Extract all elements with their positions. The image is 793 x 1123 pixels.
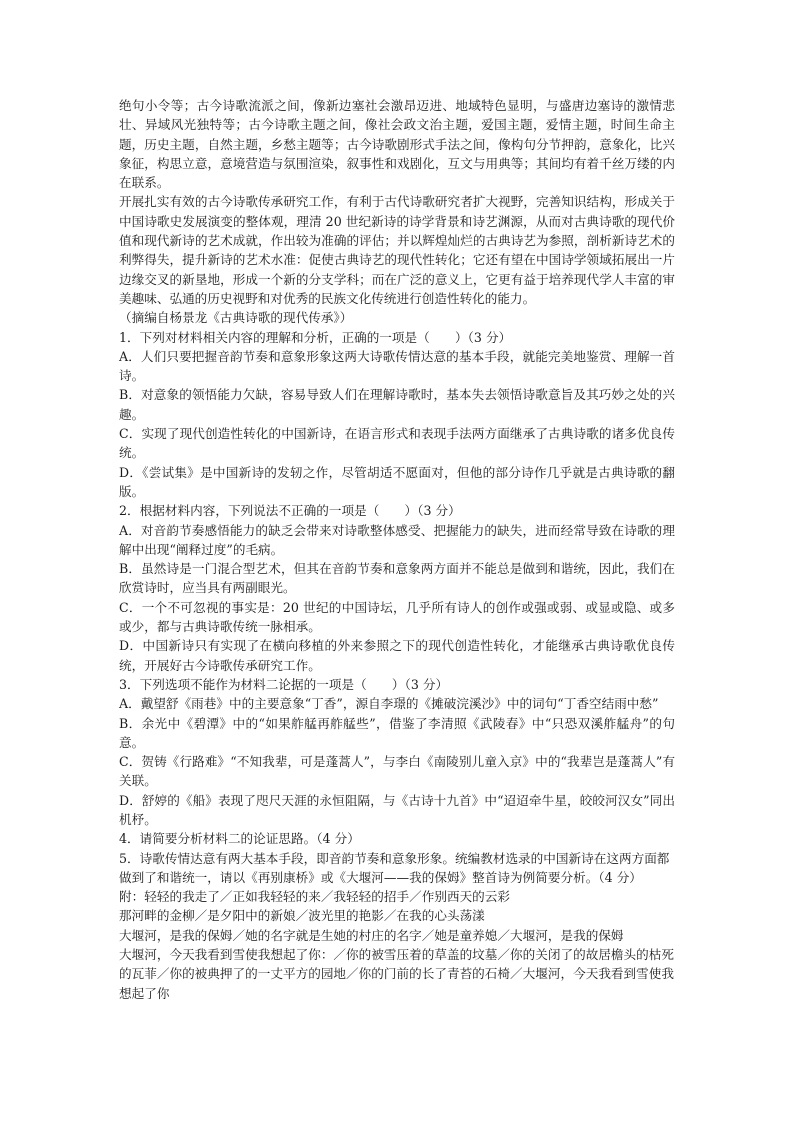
- option-d: D．中国新诗只有实现了在横向移植的外来参照之下的现代创造性转化，才能继承古典诗歌优良传统，开展好古今诗歌传承研究工作。: [119, 638, 675, 673]
- paragraph-1: 绝句小令等；古今诗歌流派之间，像新边塞社会激昂迈进、地域特色显明，与盛唐边塞诗的激情悲壮、异域风光独特等；古今诗歌主题之间，像社会政文治主题，爱国主题，爱情主题，时间生命主题，历史主题，自然主题，乡愁主题等；古今诗歌剧形式手法之间，像构句分节押韵，意象化，比兴象征，构思立意，意境营造与氛围渲染，叙事性和戏剧化，互文与用典等；其间均有着千丝万缕的内在联系。: [119, 98, 675, 191]
- option-c: C．一个不可忽视的事实是：20 世纪的中国诗坛，几乎所有诗人的创作或强或弱、或显或隐、或多或少，都与古典诗歌传统一脉相承。: [119, 599, 675, 635]
- option-c: C．贺铸《行路难》“不知我辈，可是蓬蒿人”，与李白《南陵别儿童入京》中的“我辈岂是蓬蒿人”有关联。: [119, 754, 675, 789]
- question-stem: 4．请简要分析材料二的论证思路。（4 分）: [119, 831, 360, 847]
- question-4: [119, 829, 675, 848]
- option-c: C．实现了现代创造性转化的中国新诗，在语言形式和表现手法两方面继承了古典诗歌的诸多优良传统。: [119, 426, 675, 461]
- question-stem: 2．根据材料内容，下列说法不正确的一项是（ ）（3 分）: [119, 503, 461, 519]
- option-a: A．对音韵节奏感悟能力的缺乏会带来对诗歌整体感受、把握能力的缺失，进而经常导致在诗歌的理解中出现“阐释过度”的毛病。: [119, 522, 675, 557]
- question-stem: 1．下列对材料相关内容的理解和分析，正确的一项是（ ）（3 分）: [119, 329, 512, 345]
- question-5: [119, 849, 675, 888]
- question-3: [119, 675, 675, 829]
- question-stem: 3．下列选项不能作为材料二论据的一项是（ ）（3 分）: [119, 676, 449, 692]
- source-citation: （摘编自杨景龙《古典诗歌的现代传承》）: [119, 310, 353, 326]
- appendix-line: 那河畔的金柳／是夕阳中的新娘／波光里的艳影／在我的心头荡漾: [119, 908, 485, 924]
- option-a: A．人们只要把握音韵节奏和意象形象这两大诗歌传情达意的基本手段，就能完美地鉴赏、理解一首诗。: [119, 348, 675, 384]
- option-a: A．戴望舒《雨巷》中的主要意象“丁香”，源自李璟的《摊破浣溪沙》中的词句“丁香空结雨中愁”: [119, 696, 659, 712]
- appendix: [119, 887, 675, 1003]
- paragraph-2: 开展扎实有效的古今诗歌传承研究工作，有利于古代诗歌研究者扩大视野，完善知识结构，形成关于中国诗歌史发展演变的整体观，理清 20 世纪新诗的诗学背景和诗艺渊源，从而对古典诗歌的现代价值和现代新诗的艺术成就，作出较为准确的评估；并以辉煌灿烂的古典诗艺为参照，剖析新诗艺术的利弊得失，提升新诗的艺术水准：促使古典诗艺的现代性转化；它还有望在中国诗学领域拓展出一片边缘交叉的新垦地，形成一个新的分支学科；而在广泛的意义上，它更有益于培养现代学人丰富的审美趣味、弘通的历史视野和对优秀的民族文化传统进行创造性转化的能力。: [119, 194, 675, 306]
- question-stem: 5．诗歌传情达意有两大基本手段，即音韵节奏和意象形象。统编教材选录的中国新诗在这两方面都做到了和谐统一，请以《再别康桥》或《大堰河——我的保姆》整首诗为例简要分析。（4 分）: [119, 850, 670, 885]
- question-1: [119, 328, 675, 502]
- appendix-line: 附：轻轻的我走了／正如我轻轻的来／我轻轻的招手／作别西天的云彩: [119, 889, 511, 905]
- option-d: D．《尝试集》是中国新诗的发轫之作，尽管胡适不愿面对，但他的部分诗作几乎就是古典诗歌的翻版。: [119, 464, 675, 499]
- option-b: B．余光中《碧潭》中的“如果舴艋再舴艋些”，借鉴了李清照《武陵春》中“只恐双溪舴艋舟”的句意。: [119, 715, 675, 750]
- option-b: B．对意象的领悟能力欠缺，容易导致人们在理解诗歌时，基本失去领悟诗歌意旨及其巧妙之处的兴趣。: [119, 387, 675, 422]
- option-d: D．舒婷的《船》表现了咫尺天涯的永恒阻隔，与《古诗十九首》中“迢迢牵牛星，皎皎河汉女”同出机杼。: [119, 792, 675, 827]
- appendix-line: 大堰河，今天我看到雪使我想起了你：／你的被雪压着的草盖的坟墓／你的关闭了的故居檐头的枯死的瓦菲／你的被典押了的一丈平方的园地／你的门前的长了青苔的石椅／大堰河，今天我看到雪使我想起了你: [119, 947, 675, 1001]
- document-page: [119, 96, 675, 1003]
- appendix-line: 大堰河，是我的保姆／她的名字就是生她的村庄的名字／她是童养媳／大堰河，是我的保姆: [119, 927, 624, 943]
- question-2: [119, 501, 675, 675]
- option-b: B．虽然诗是一门混合型艺术，但其在音韵节奏和意象两方面并不能总是做到和谐统，因此，我们在欣赏诗时，应当具有两副眼光。: [119, 561, 675, 596]
